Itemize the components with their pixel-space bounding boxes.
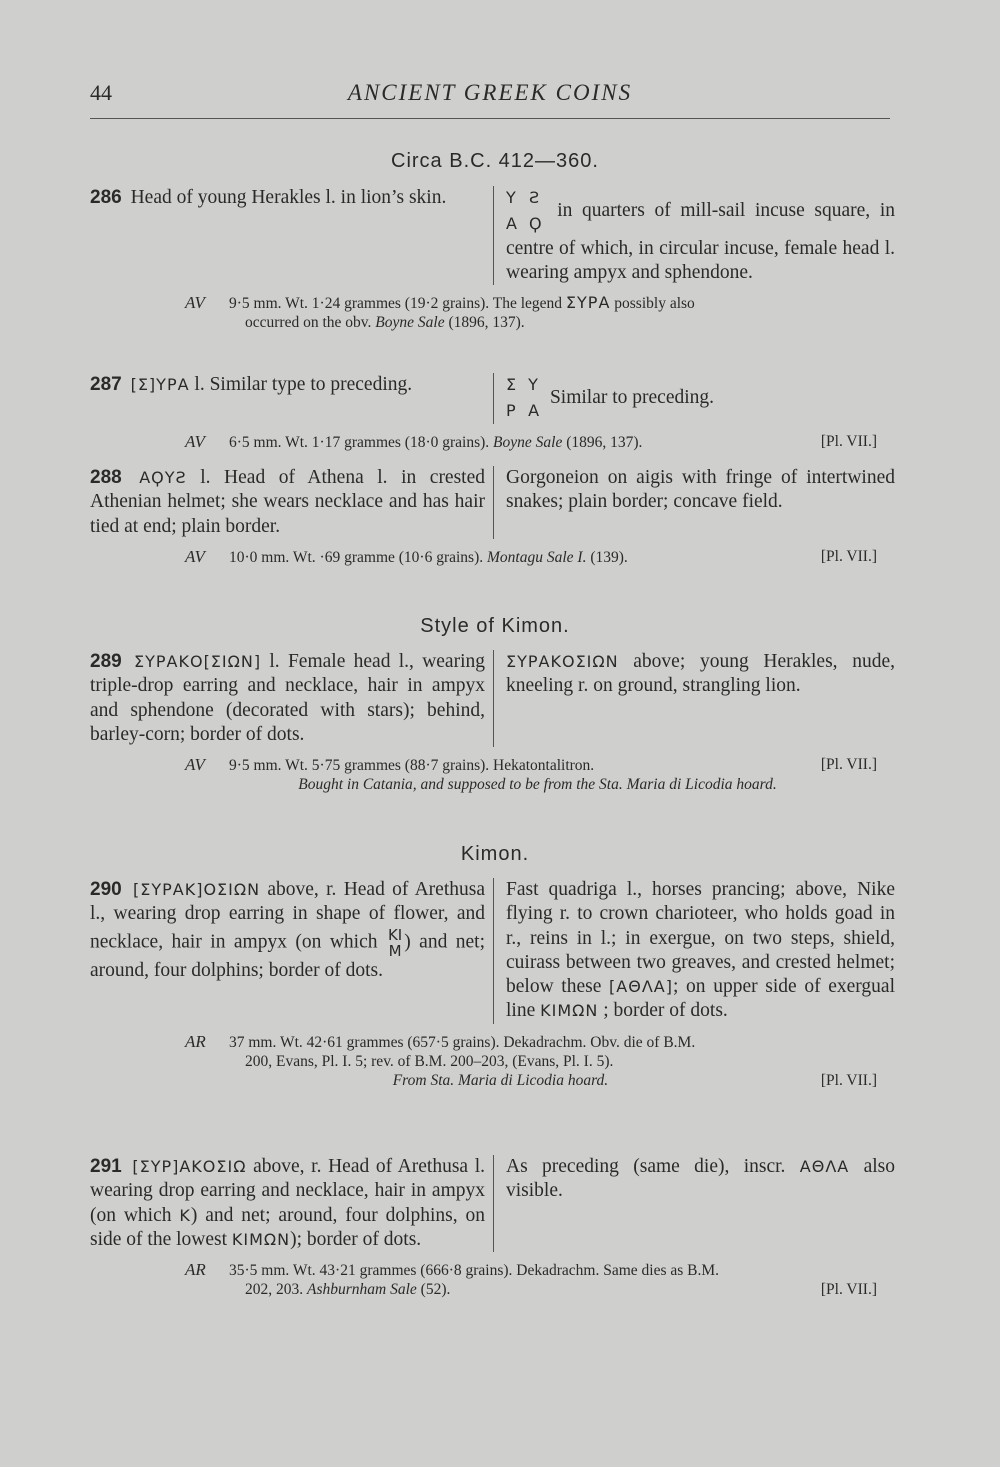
reverse-description: Fast quadriga l., horses prancing; above, Nike flying r. to crown charioteer, who holds goad in r., reins in l.; in exergue, on two steps, shield, cuirass between two greaves, and crested helmet; below these [ΑΘΛΑ]; on upper side of exergual line ΚΙΜΩΝ ; border of dots. — [506, 879, 895, 1022]
obverse-description: 289 ΣΥΡΑΚΟ[ΣΙΩΝ] l. Female head l., wearing triple-drop earring and necklace, hair in ampyx and sphendone (decorated with stars); behind, barley-corn; border of dots. — [90, 650, 494, 747]
metal-symbol: AR — [185, 1260, 206, 1280]
entry-number: 286 — [90, 187, 122, 208]
page-number: 44 — [90, 80, 112, 105]
plate-reference: [Pl. VII.] — [820, 1281, 877, 1299]
coin-entry-287 — [90, 373, 895, 452]
obverse-description: 290 [ΣΥΡΑΚ]ΟΣΙΩΝ above, r. Head of Arethusa l., wearing drop earring in shape of flower, and necklace, hair in ampyx (on which ΚΙ Μ ) and net; around, four dolphins; border of dots. — [90, 878, 494, 1024]
reverse-description: Σ Υ Ρ Α Similar to preceding. — [494, 373, 895, 424]
quarter-legend: Σ Υ Ρ Α — [506, 375, 540, 421]
section-heading-style-of-kimon: Style of Kimon. — [420, 615, 570, 637]
section-heading-kimon: Kimon. — [460, 843, 530, 865]
coin-entry-288 — [90, 466, 895, 567]
entry-number: 291 — [90, 1156, 122, 1177]
coin-entry-289 — [90, 650, 895, 794]
metal-symbol: AV — [185, 755, 205, 775]
header-rule — [90, 118, 890, 119]
page-header — [90, 80, 890, 112]
obverse-description: 287 [Σ]ΥΡΑ l. Similar type to preceding. — [90, 373, 494, 424]
coin-details: AV 10·0 mm. Wt. ·69 gramme (10·6 grains). Montagu Sale I. (139). [Pl. VII.] — [90, 547, 895, 567]
plate-reference: [Pl. VII.] — [820, 547, 877, 565]
reverse-description: Υ Ƨ Α Ϙ in quarters of mill-sail incuse square, in centre of which, in circular incuse, female head l. wearing ampyx and sphendone. — [506, 188, 895, 283]
reverse-description: ΣΥΡΑΚΟΣΙΩΝ above; young Herakles, nude, kneeling r. on ground, strangling lion. — [506, 651, 896, 697]
coin-entry-286 — [90, 186, 895, 332]
coin-details: AR 35·5 mm. Wt. 43·21 grammes (666·8 grains). Dekadrachm. Same dies as B.M. 202, 203. Ashburnham Sale (52). [Pl. VII.] — [90, 1260, 895, 1299]
metal-symbol: AR — [185, 1031, 206, 1051]
metal-symbol: AV — [185, 293, 205, 313]
coin-details: AV 9·5 mm. Wt. 5·75 grammes (88·7 grains). Hekatontalitron. [Pl. VII.] Bought in Catania, and supposed to be from the Sta. Maria di Licodia hoard. — [90, 755, 895, 794]
reverse-description: As preceding (same die), inscr. ΑΘΛΑ also visible. — [506, 1156, 895, 1202]
coin-entry-290 — [90, 878, 895, 1090]
metal-symbol: AV — [185, 431, 205, 451]
quarter-legend: Υ Ƨ Α Ϙ — [506, 188, 542, 234]
obverse-description: 291 [ΣΥΡ]ΑΚΟΣΙΩ above, r. Head of Arethusa l. wearing drop earring and necklace, hair in ampyx (on which Κ) and net; around, four dolphins, on side of the lowest ΚΙΜΩΝ); border of dots. — [90, 1155, 494, 1252]
coin-details: AV 9·5 mm. Wt. 1·24 grammes (19·2 grains). The legend ΣΥΡΑ possibly also occurred on the obv. Boyne Sale (1896, 137). — [90, 293, 895, 332]
coin-details: AR 37 mm. Wt. 42·61 grammes (657·5 grains). Dekadrachm. Obv. die of B.M. 200, Evans, Pl. I. 5; rev. of B.M. 200–203, (Evans, Pl. I. 5). From Sta. Maria di Licodia hoard. [Pl. VII.] — [90, 1032, 895, 1090]
metal-symbol: AV — [185, 546, 205, 566]
plate-reference: [Pl. VII.] — [820, 1071, 877, 1089]
coin-entry-291 — [90, 1155, 895, 1299]
plate-reference: [Pl. VII.] — [820, 432, 877, 450]
entry-number: 288 — [90, 467, 122, 488]
obverse-description: 288 ΑϘΥƧ l. Head of Athena l. in crested Athenian helmet; she wears necklace and has hair tied at end; plain border. — [90, 466, 494, 539]
section-heading-circa: Circa B.C. 412—360. — [391, 150, 599, 172]
obverse-description: 286 Head of young Herakles l. in lion’s skin. — [90, 186, 494, 285]
reverse-description: Gorgoneion on aigis with fringe of intertwined snakes; plain border; concave field. — [506, 467, 895, 513]
kimon-signature: ΚΙ Μ — [387, 925, 403, 960]
entry-number: 289 — [90, 651, 122, 672]
running-title: ANCIENT GREEK COINS — [347, 80, 633, 105]
coin-details: AV 6·5 mm. Wt. 1·17 grammes (18·0 grains). Boyne Sale (1896, 137). [Pl. VII.] — [90, 432, 895, 452]
plate-reference: [Pl. VII.] — [820, 756, 877, 774]
entry-number: 290 — [90, 879, 122, 900]
entry-number: 287 — [90, 374, 122, 395]
